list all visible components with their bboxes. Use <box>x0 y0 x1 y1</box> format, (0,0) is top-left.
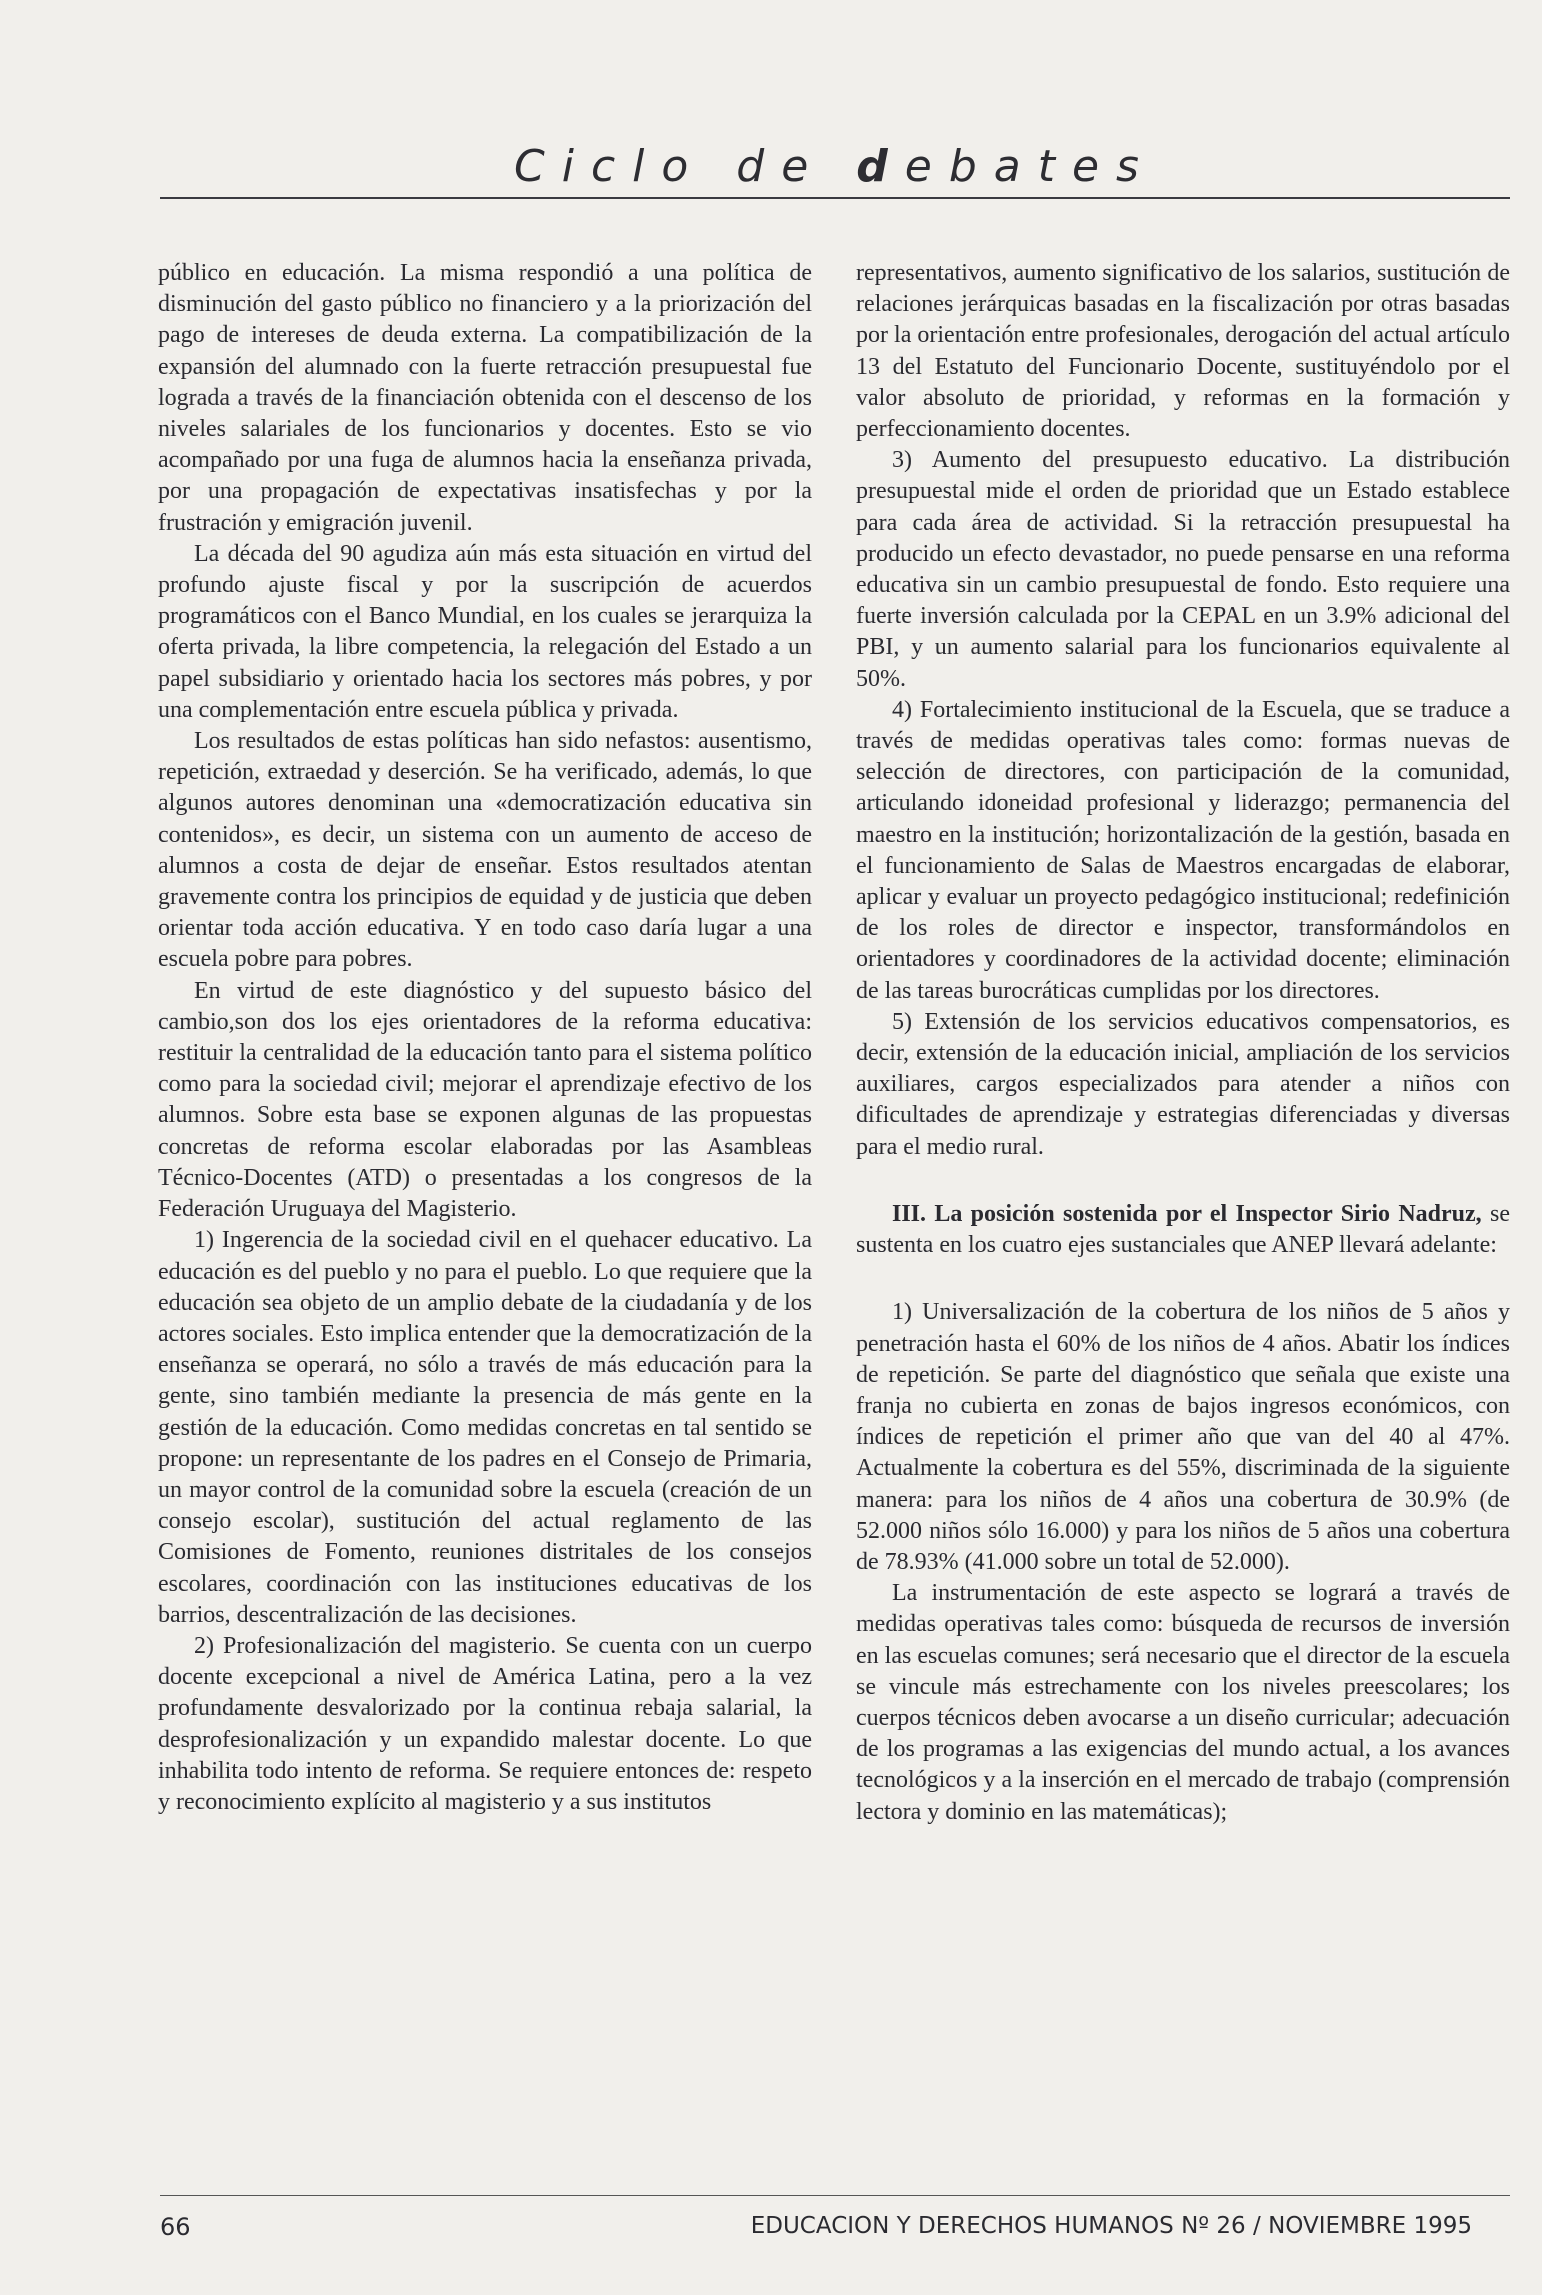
left-paragraph-3: Los resultados de estas políticas han sido nefastos: ausentismo, repetición, extraedad y deserción. Se ha verificado, además, lo que algunos autores denominan una «democratización educativa sin contenidos», es decir, un sistema con un aumento de acceso de alumnos a costa de dejar de enseñar. Estos resultados atentan gravemente contra los principios de equidad y de justicia que deben orientar toda acción educativa. Y en todo caso daría lugar a una escuela pobre para pobres. <box>158 728 812 973</box>
section-heading: III. La posición sostenida por el Inspector Sirio Nadruz, <box>892 1200 1482 1227</box>
right-paragraph-4: 5) Extensión de los servicios educativos compensatorios, es decir, extensión de la educación inicial, ampliación de los servicios auxiliares, cargos especializados para atender a niños con dificultades de aprendizaje y estrategias diferenciadas y diversas para el medio rural. <box>856 1008 1510 1160</box>
right-column <box>856 258 1510 2168</box>
page-number: 66 <box>160 2213 191 2241</box>
header-rule <box>160 197 1510 199</box>
footer-rule <box>160 2195 1510 2196</box>
left-paragraph-1: público en educación. La misma respondió a una política de disminución del gasto público no financiero y a la priorización del pago de intereses de deuda externa. La compatibilización de la expansión del alumnado con la fuerte retracción presupuestal fue lograda a través de la financiación obtenida con el descenso de los niveles salariales de los funcionarios y docentes. Esto se vio acompañado por una fuga de alumnos hacia la enseñanza privada, por una propagación de expectativas insatisfechas y por la frustración y emigración juvenil. <box>158 260 812 536</box>
right-paragraph-6: La instrumentación de este aspecto se logrará a través de medidas operativas tales como: búsqueda de recursos de inversión en las escuelas comunes; será necesario que el director de la escuela se vincule más estrechamente con los niveles preescolares; los cuerpos técnicos deben avocarse a un diseño curricular; adecuación de los programas a las exigencias del mundo actual, a los avances tecnológicos y a la inserción en el mercado de trabajo (comprensión lectora y dominio en las matemáticas); <box>856 1580 1510 1825</box>
right-paragraph-5: 1) Universalización de la cobertura de los niños de 5 años y penetración hasta el 60% de los niños de 4 años. Abatir los índices de repetición. Se parte del diagnóstico que señala que existe una franja no cubierta en zonas de bajos ingresos económicos, con índices de repetición el primer año que van del 40 al 47%. Actualmente la cobertura es del 55%, discriminada de la siguiente manera: para los niños de 4 años una cobertura de 30.9% (de 52.000 niños sólo 16.000) y para los niños de 5 años una cobertura de 78.93% (41.000 sobre un total de 52.000). <box>856 1299 1510 1575</box>
section-header-title <box>160 140 1510 194</box>
section-paragraph <box>856 1199 1510 1261</box>
left-column <box>158 258 812 2168</box>
left-paragraph-6: 2) Profesionalización del magisterio. Se cuenta con un cuerpo docente excepcional a nivel de América Latina, pero a la vez profundamente desvalorizado por la continua rebaja salarial, la desprofesionalización y un expandido malestar docente. Lo que inhabilita todo intento de reforma. Se requiere entonces de: respeto y reconocimiento explícito al magisterio y a sus institutos <box>158 1632 812 1815</box>
header-title-part3: ebates <box>904 141 1156 192</box>
header-title-part1: Ciclo de <box>514 141 857 192</box>
left-paragraph-2: La década del 90 agudiza aún más esta situación en virtud del profundo ajuste fiscal y por la suscripción de acuerdos programáticos con el Banco Mundial, en los cuales se jerarquiza la oferta privada, la libre competencia, la relegación del Estado a un papel subsidiario y orientado hacia los sectores más pobres, y por una complementación entre escuela pública y privada. <box>158 540 812 723</box>
left-paragraph-5: 1) Ingerencia de la sociedad civil en el quehacer educativo. La educación es del pueblo y no para el pueblo. Lo que requiere que la educación sea objeto de un amplio debate de la ciudadanía y de los actores sociales. Esto implica entender que la democratización de la enseñanza se operará, no sólo a través de más educación para la gente, sino también mediante la presencia de más gente en la gestión de la educación. Como medidas concretas en tal sentido se propone: un representante de los padres en el Consejo de Primaria, un mayor control de la comunidad sobre la escuela (creación de un consejo escolar), sustitución del actual reglamento de las Comisiones de Fomento, reuniones distritales de los consejos escolares, coordinación con las instituciones educativas de los barrios, descentralización de las decisiones. <box>158 1227 812 1628</box>
header-title-part2: d <box>856 141 905 192</box>
right-paragraph-2: 3) Aumento del presupuesto educativo. La distribución presupuestal mide el orden de prioridad que un Estado establece para cada área de actividad. Si la retracción presupuestal ha producido un efecto devastador, no puede pensarse en una reforma educativa sin un cambio presupuestal de fondo. Esto requiere una fuerte inversión calculada por la CEPAL en un 3.9% adicional del PBI, y un aumento salarial para los funcionarios equivalente al 50%. <box>856 447 1510 692</box>
right-paragraph-3: 4) Fortalecimiento institucional de la Escuela, que se traduce a través de medidas operativas tales como: formas nuevas de selección de directores, con participación de la comunidad, articulando idoneidad profesional y liderazgo; permanencia del maestro en la institución; horizontalización de la gestión, basada en el funcionamiento de Salas de Maestros encargadas de elaborar, aplicar y evaluar un proyecto pedagógico institucional; redefinición de los roles de director e inspector, transformándolos en orientadores y coordinadores de la actividad docente; eliminación de las tareas burocráticas cumplidas por los directores. <box>856 696 1510 1004</box>
section-heading-text: se sustenta en los cuatro ejes sustanciales que ANEP llevará adelante: <box>856 1200 1510 1259</box>
left-paragraph-4: En virtud de este diagnóstico y del supuesto básico del cambio,son dos los ejes orientadores de la reforma educativa: restituir la centralidad de la educación tanto para el sistema político como para la sociedad civil; mejorar el aprendizaje efectivo de los alumnos. Sobre esta base se exponen algunas de las propuestas concretas de reforma escolar elaboradas por las Asambleas Técnico-Docentes (ATD) o presentadas a los congresos de la Federación Uruguaya del Magisterio. <box>158 977 812 1223</box>
right-paragraph-1: representativos, aumento significativo de los salarios, sustitución de relaciones jerárquicas basadas en la fiscalización por otras basadas por la orientación entre profesionales, derogación del actual artículo 13 del Estatuto del Funcionario Docente, sustituyéndolo por el valor absoluto de prioridad, y reformas en la formación y perfeccionamiento docentes. <box>856 260 1510 443</box>
journal-footer: EDUCACION Y DERECHOS HUMANOS Nº 26 / NOVIEMBRE 1995 <box>750 2213 1472 2239</box>
